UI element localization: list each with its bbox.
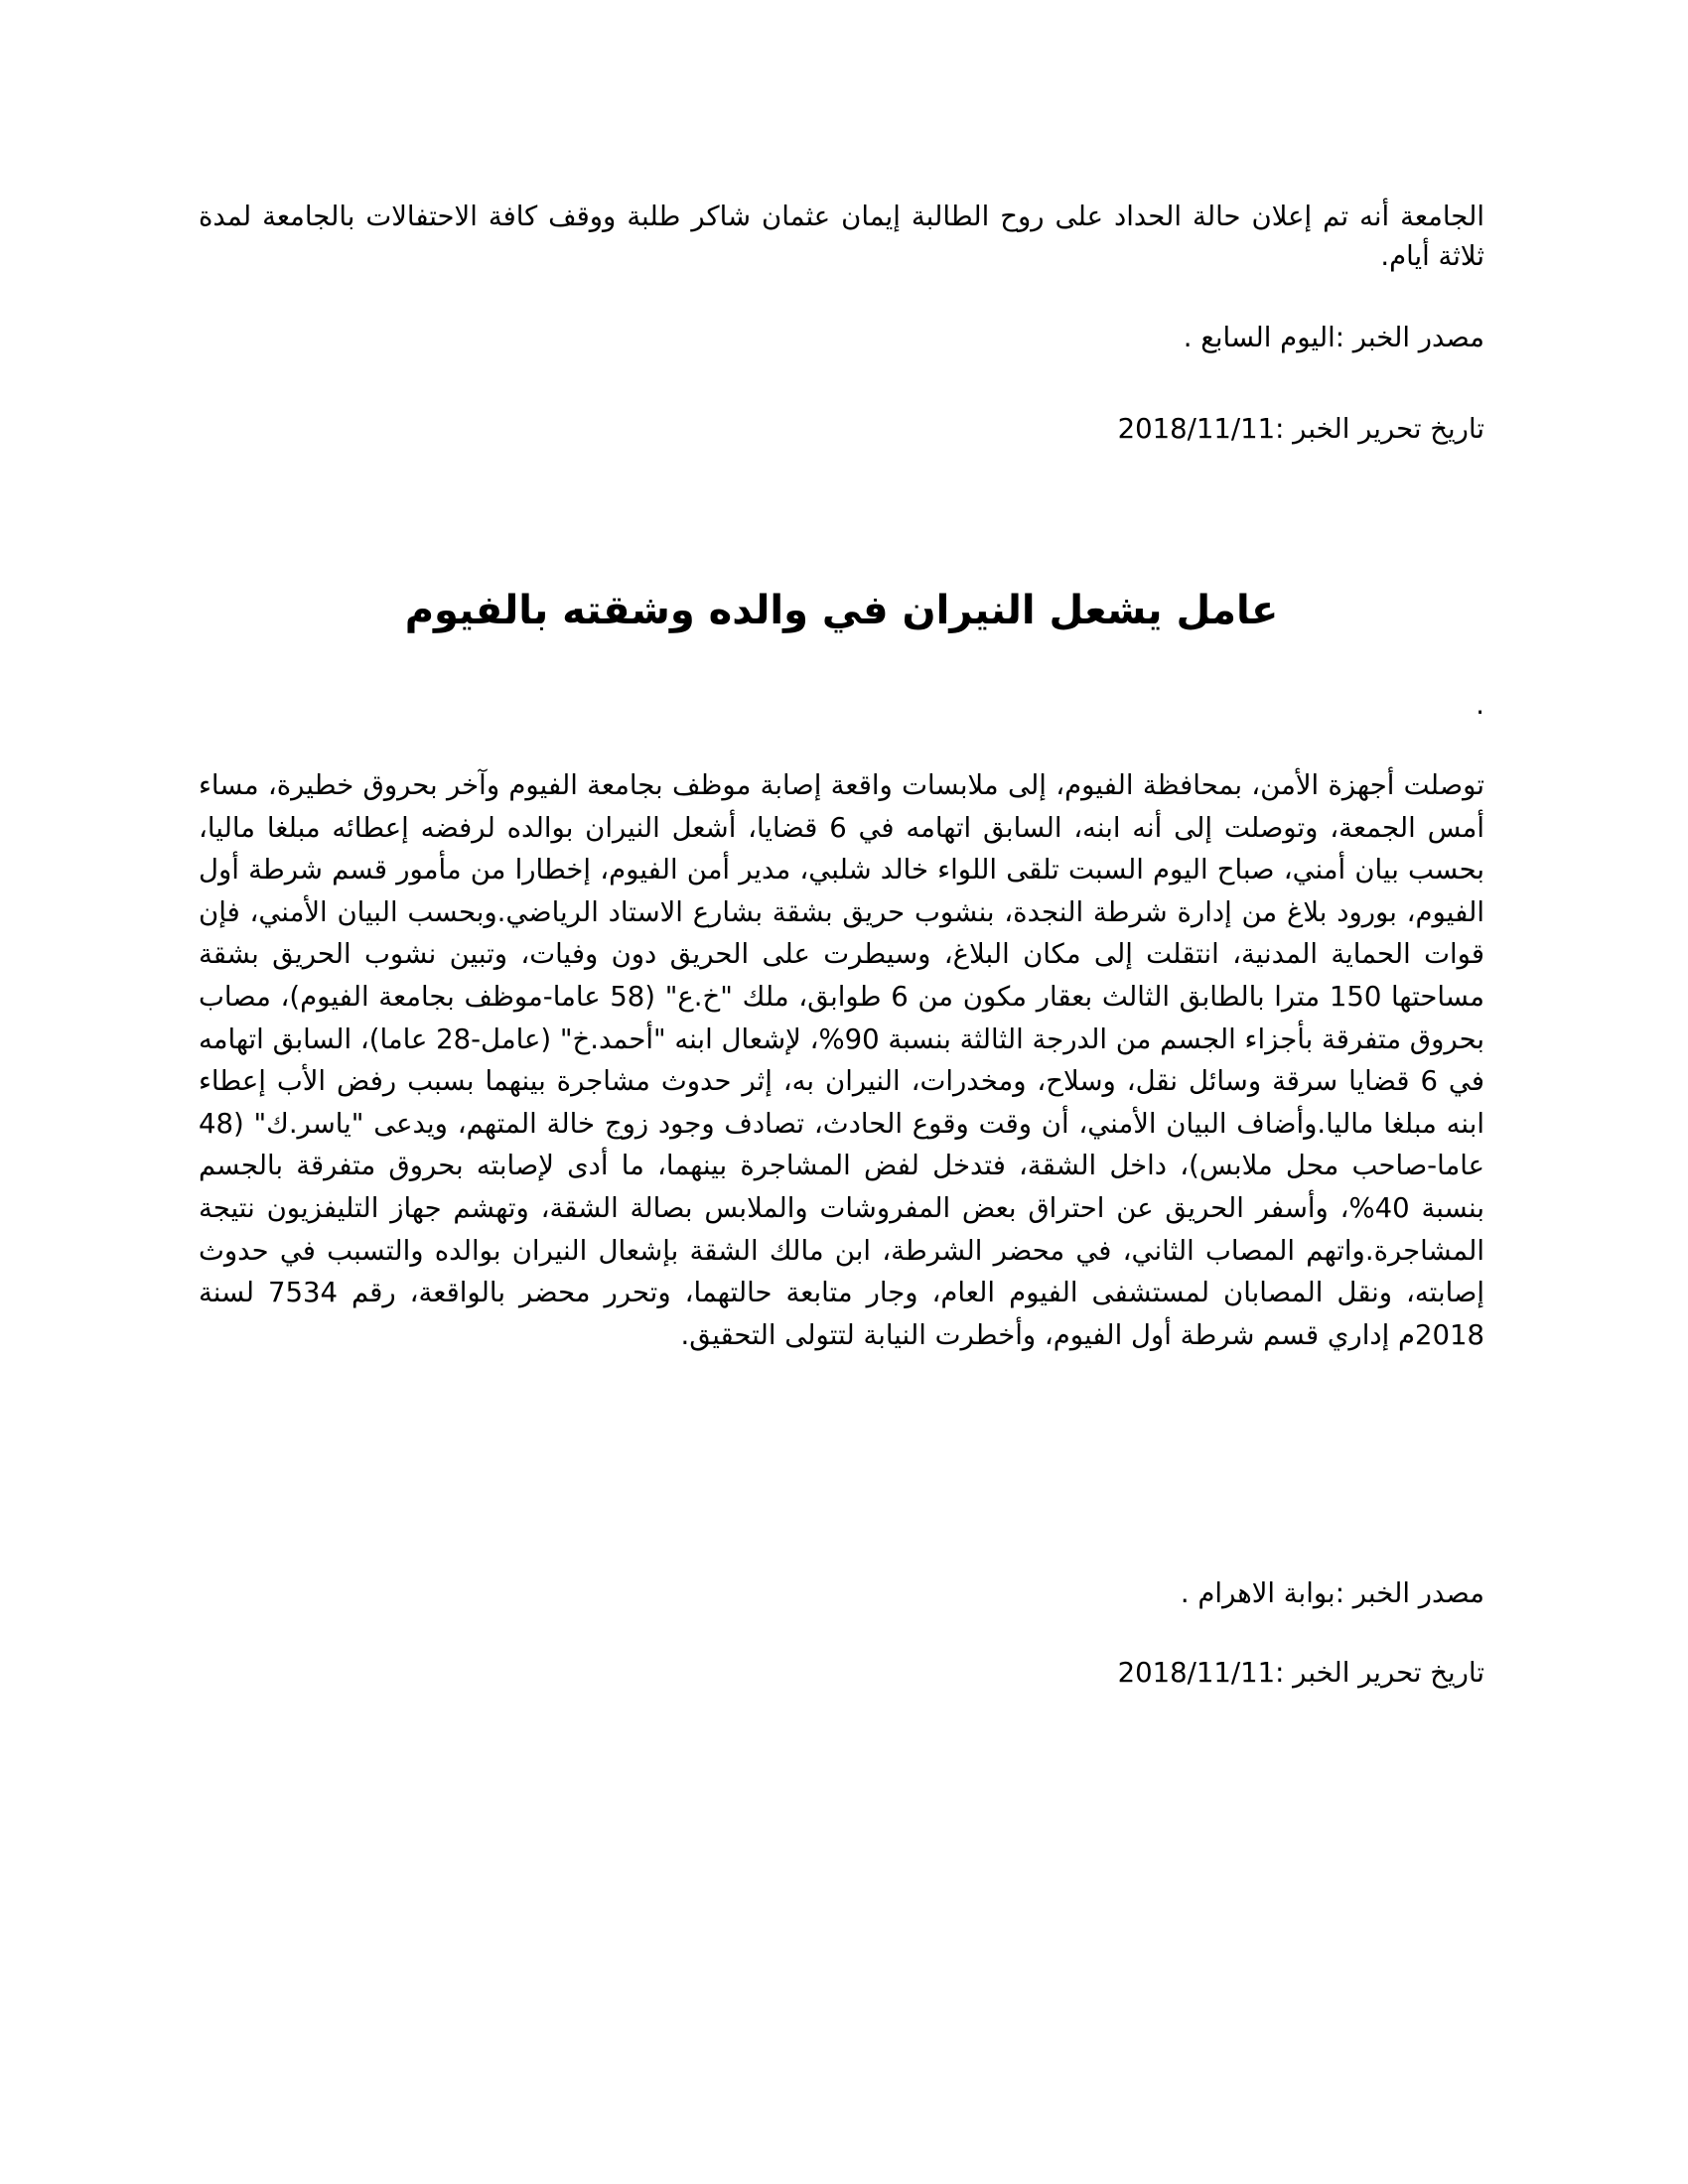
- article-date-line: تاريخ تحرير الخبر :2018/11/11: [1117, 413, 1484, 445]
- article-source-line: مصدر الخبر :بوابة الاهرام .: [1180, 1577, 1484, 1609]
- article-date-line: تاريخ تحرير الخبر :2018/11/11: [1117, 1657, 1484, 1689]
- article-intro-paragraph: الجامعة أنه تم إعلان حالة الحداد على روح الطالبة إيمان عثمان شاكر طلبة ووقف كافة الاحتفالات بالجامعة لمدة ثلاثة أيام.: [199, 201, 1484, 272]
- separator-dot: .: [1476, 689, 1484, 721]
- article-body-paragraph: توصلت أجهزة الأمن، بمحافظة الفيوم، إلى ملابسات واقعة إصابة موظف بجامعة الفيوم وآخر بحروق خطيرة، مساء أمس الجمعة، وتوصلت إلى أنه ابنه، السابق اتهامه في 6 قضايا، أشعل النيران بوالده لرفضه إعطائه مبلغا ماليا، بحسب بيان أمني، صباح اليوم السبت تلقى اللواء خالد شلبي، مدير أمن الفيوم، إخطارا من مأمور قسم شرطة أول الفيوم، بورود بلاغ من إدارة شرطة النجدة، بنشوب حريق بشقة بشارع الاستاد الرياضي.وبحسب البيان الأمني، فإن قوات الحماية المدنية، انتقلت إلى مكان البلاغ، وسيطرت على الحريق دون وفيات، وتبين نشوب الحريق بشقة مساحتها 150 مترا بالطابق الثالث بعقار مكون من 6 طوابق، ملك "خ.ع" (58 عاما-موظف بجامعة الفيوم)، مصاب بحروق متفرقة بأجزاء الجسم من الدرجة الثالثة بنسبة 90%، لإشعال ابنه "أحمد.خ" (عامل-28 عاما)، السابق اتهامه في 6 قضايا سرقة وسائل نقل، وسلاح، ومخدرات، النيران به، إثر حدوث مشاجرة بينهما بسبب رفض الأب إعطاء ابنه مبلغا ماليا.وأضاف البيان الأمني، أن وقت وقوع الحادث، تصادف وجود زوج خالة المتهم، ويدعى "ياسر.ك" (48 عاما-صاحب محل ملابس)، داخل الشقة، فتدخل لفض المشاجرة بينهما، ما أدى لإصابته بحروق متفرقة بالجسم بنسبة 40%، وأسفر الحريق عن احتراق بعض المفروشات والملابس بصالة الشقة، وتهشم جهاز التليفزيون نتيجة المشاجرة.واتهم المصاب الثاني، في محضر الشرطة، ابن مالك الشقة بإشعال النيران بوالده والتسبب في حدوث إصابته، ونقل المصابان لمستشفى الفيوم العام، وجار متابعة حالتهما، وتحرر محضر بالواقعة، رقم 7534 لسنة 2018م إداري قسم شرطة أول الفيوم، وأخطرت النيابة لتتولى التحقيق.: [199, 769, 1485, 1351]
- article-source-line: مصدر الخبر :اليوم السابع .: [1183, 322, 1484, 353]
- article-headline: عامل يشعل النيران في والده وشقته بالفيوم: [404, 588, 1279, 633]
